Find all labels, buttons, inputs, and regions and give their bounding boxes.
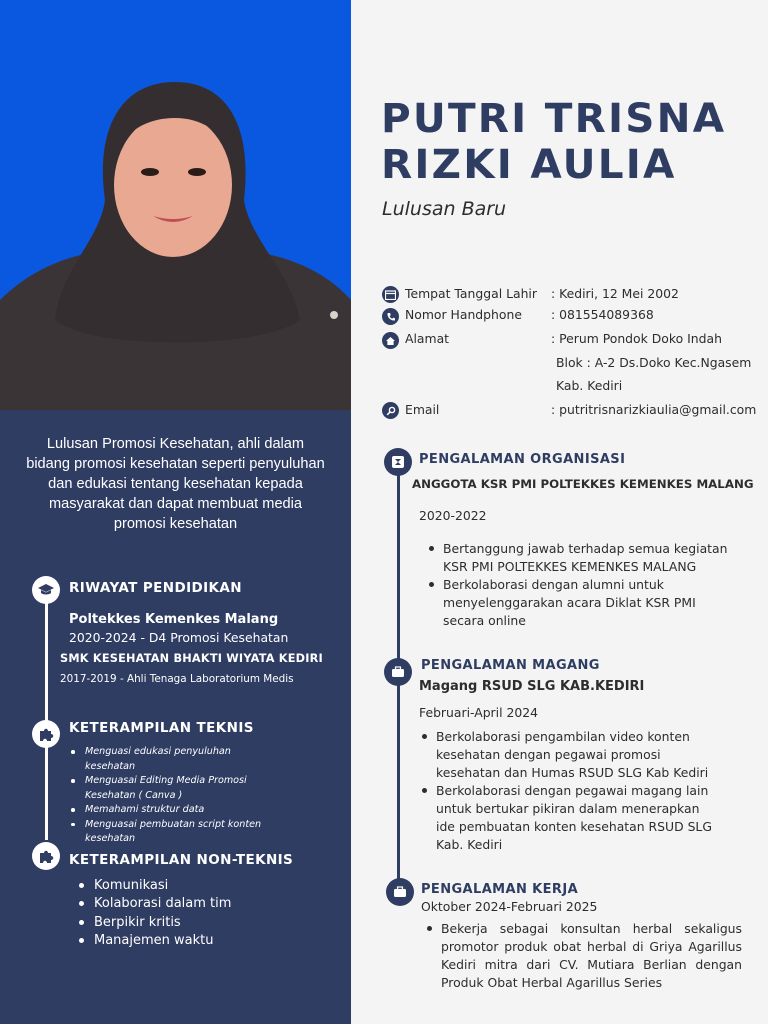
- profile-summary: Lulusan Promosi Kesehatan, ahli dalam bidang promosi kesehatan seperti penyuluhan dan edukasi tentang kesehatan kepada masyarakat dan dapat membuat media promosi kesehatan: [26, 436, 325, 532]
- school-2-detail: 2017-2019 - Ahli Tenaga Laboratorium Medis: [60, 673, 294, 685]
- puzzle-icon: [32, 842, 60, 870]
- list-item: Bertanggung jawab terhadap semua kegiatan KSR PMI POLTEKKES KEMENKES MALANG: [443, 540, 733, 576]
- list-item: Bekerja sebagai konsultan herbal sekaligus promotor produk obat herbal di Griya Agarillus Kediri mitra dari CV. Mutiara Berlian dengan Produk Obat Herbal Agarillus Series: [441, 921, 742, 990]
- email-label: Email: [405, 402, 440, 417]
- list-item: Berpikir kritis: [78, 914, 298, 932]
- organization-duties: [443, 540, 733, 630]
- internship-title: Magang RSUD SLG KAB.KEDIRI: [419, 679, 645, 694]
- calendar-icon: [382, 286, 399, 303]
- name-line-1: PUTRI TRISNA: [381, 94, 727, 142]
- puzzle-icon: [32, 720, 60, 748]
- home-icon: [382, 332, 399, 349]
- phone-value: : 081554089368: [551, 307, 654, 322]
- organization-heading: PENGALAMAN ORGANISASI: [419, 452, 626, 467]
- list-item: Berkolaborasi pengambilan video konten kesehatan dengan pegawai promosi kesehatan dan Humas RSUD SLG Kab Kediri: [436, 728, 716, 782]
- briefcase-icon: [386, 878, 414, 906]
- work-duties: [441, 920, 742, 992]
- briefcase-icon: [384, 658, 412, 686]
- internship-duties: [436, 728, 716, 854]
- address-line-2: Blok : A-2 Ds.Doko Kec.Ngasem: [556, 355, 752, 370]
- address-line-1: : Perum Pondok Doko Indah: [551, 331, 722, 346]
- birth-value: : Kediri, 12 Mei 2002: [551, 286, 679, 301]
- internship-heading: PENGALAMAN MAGANG: [421, 658, 600, 673]
- phone-label: Nomor Handphone: [405, 307, 522, 322]
- organization-date: 2020-2022: [419, 508, 487, 523]
- soft-skills-list: [78, 877, 298, 950]
- list-item: Menguasai Editing Media Promosi Kesehatan ( Canva ): [68, 774, 278, 803]
- list-item: Memahami struktur data: [68, 803, 278, 818]
- list-item: Berkolaborasi dengan pegawai magang lain untuk bertukar pikiran dalam menerapkan ide pembuatan konten kesehatan RSUD SLG Kab. Kediri: [436, 782, 716, 854]
- profile-photo: [0, 0, 351, 410]
- organization-icon: [384, 448, 412, 476]
- portrait-illustration: [0, 0, 351, 410]
- left-sidebar: [0, 0, 351, 1024]
- birth-label: Tempat Tanggal Lahir: [405, 286, 537, 301]
- email-value[interactable]: : putritrisnarizkiaulia@gmail.com: [551, 402, 757, 417]
- school-2-name: SMK KESEHATAN BHAKTI WIYATA KEDIRI: [60, 652, 323, 665]
- phone-icon: [382, 308, 399, 325]
- candidate-role: Lulusan Baru: [382, 198, 507, 220]
- work-date: Oktober 2024-Februari 2025: [421, 899, 598, 914]
- school-1-name: Poltekkes Kemenkes Malang: [69, 612, 279, 627]
- education-heading: RIWAYAT PENDIDIKAN: [69, 580, 242, 596]
- address-line-3: Kab. Kediri: [556, 378, 623, 393]
- list-item: Menguasai pembuatan script konten kesehatan: [68, 818, 278, 847]
- candidate-name: [381, 95, 726, 187]
- technical-skills-list: [68, 745, 278, 847]
- address-label: Alamat: [405, 331, 450, 346]
- list-item: Manajemen waktu: [78, 932, 298, 950]
- graduation-cap-icon: [32, 576, 60, 604]
- list-item: Kolaborasi dalam tim: [78, 895, 298, 913]
- list-item: Berkolaborasi dengan alumni untuk menyelenggarakan acara Diklat KSR PMI secara online: [443, 576, 733, 630]
- organization-title: ANGGOTA KSR PMI POLTEKKES KEMENKES MALANG: [412, 477, 754, 491]
- name-line-2: RIZKI AULIA: [381, 140, 677, 188]
- work-heading: PENGALAMAN KERJA: [421, 882, 579, 897]
- soft-skills-heading: KETERAMPILAN NON-TEKNIS: [69, 852, 294, 868]
- school-1-detail: 2020-2024 - D4 Promosi Kesehatan: [69, 630, 289, 645]
- list-item: Komunikasi: [78, 877, 298, 895]
- list-item: Menguasi edukasi penyuluhan kesehatan: [68, 745, 278, 774]
- search-icon: [382, 402, 399, 419]
- technical-skills-heading: KETERAMPILAN TEKNIS: [69, 720, 254, 736]
- internship-date: Februari-April 2024: [419, 705, 539, 720]
